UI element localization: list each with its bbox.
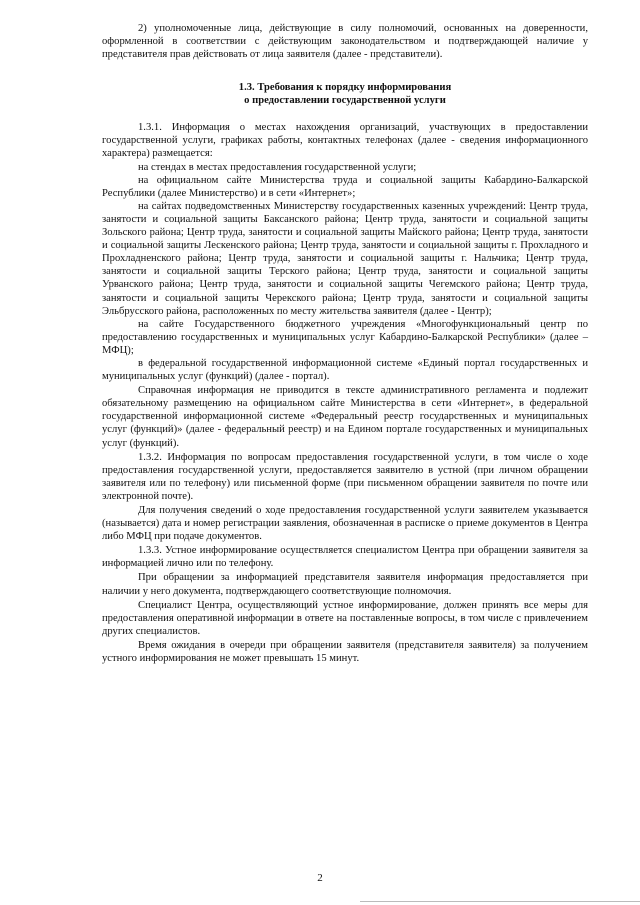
paragraph-1-3-2: 1.3.2. Информация по вопросам предоставления государственной услуги, в том числе о ходе предоставления государственной услуги, предоставляется заявителю в устной (при личном обращении заявителя или по телефону) или письменной форме (при письменном обращении заявителя по почте или электронной почте).: [102, 451, 588, 502]
paragraph-ministry-site: на официальном сайте Министерства труда и социальной защиты Кабардино-Балкарской Республики (далее Министерство) и в сети «Интернет»;: [102, 174, 588, 199]
paragraph-portal: в федеральной государственной информационной системе «Единый портал государственных и муниципальных услуг (функций) (далее - портал).: [102, 357, 588, 383]
paragraph-waiting-time: Время ожидания в очереди при обращении заявителя (представителя заявителя) за получением устного информирования не может превышать 15 минут.: [102, 639, 588, 665]
paragraph-stands: на стендах в местах предоставления государственной услуги;: [138, 161, 417, 173]
page-number: 2: [317, 872, 323, 884]
paragraph-specialist: Специалист Центра, осуществляющий устное информирование, должен принять все меры для предоставления оперативной информации в ответе на поставленные вопросы, в том числе с привлечением других специалистов.: [102, 599, 588, 637]
section-heading: [102, 81, 588, 107]
section-heading-line-2: о предоставлении государственной услуги: [244, 95, 446, 107]
paragraph-representative-request: При обращении за информацией представителя заявителя информация предоставляется при наличии у него документа, подтверждающего соответствующие полномочия.: [102, 572, 588, 597]
paragraph-centers-sites: на сайтах подведомственных Министерству государственных казенных учреждений: Центр труда, занятости и социальной защиты Баксанского района; Центр труда, занятости и социальной защиты Зольского района; Центр труда, занятости и социальной защиты Майского района; Центр труда, занятости и социальной защиты Лескенского района; Центр труда, занятости и социальной защиты г. Прохладного и Прохладненского района; Центр труда, занятости и социальной защиты г. Нальчика; Центр труда, занятости и социальной защиты Терского района; Центр труда, занятости и социальной защиты Урванского района; Центр труда, занятости и социальной защиты Чегемского района; Центр труда, занятости и социальной защиты Черекского района; Центр труда, занятости и социальной защиты Эльбрусского района, расположенных по месту жительства заявителя (далее - Центр);: [102, 200, 588, 317]
paragraph-reference-info: Справочная информация не приводится в тексте административного регламента и подлежит обязательному размещению на официальном сайте Министерства в сети «Интернет», в федеральной государственной информационной системе «Федеральный реестр государственных и муниципальных услуг (функций)» (далее - федеральный реестр) и на Едином портале государственных и муниципальных услуг (функций).: [102, 385, 588, 449]
paragraph-1-3-1: 1.3.1. Информация о местах нахождения организаций, участвующих в предоставлении государственной услуги, графиках работы, контактных телефонах (далее - сведения информационного характера) размещается:: [102, 122, 588, 160]
paragraph-status-info: Для получения сведений о ходе предоставления государственной услуги заявителем указывается (называется) дата и номер регистрации заявления, обозначенная в расписке о приеме документов в Центра либо МФЦ при подаче документов.: [102, 505, 588, 543]
scan-edge-line: [360, 901, 640, 902]
paragraph-representatives: 2) уполномоченные лица, действующие в силу полномочий, основанных на доверенности, оформленной в соответствии с действующим законодательством и подтверждающей наличие у представителя прав действовать от лица заявителя (далее - представители).: [102, 23, 588, 61]
section-heading-line-1: 1.3. Требования к порядку информирования: [238, 82, 452, 94]
paragraph-1-3-3: 1.3.3. Устное информирование осуществляется специалистом Центра при обращении заявителя за информацией лично или по телефону.: [102, 545, 588, 570]
document-page: [102, 22, 588, 665]
paragraph-mfc-site: на сайте Государственного бюджетного учреждения «Многофункциональный центр по предоставлению государственных и муниципальных услуг Кабардино-Балкарской Республики» (далее – МФЦ);: [102, 318, 588, 356]
